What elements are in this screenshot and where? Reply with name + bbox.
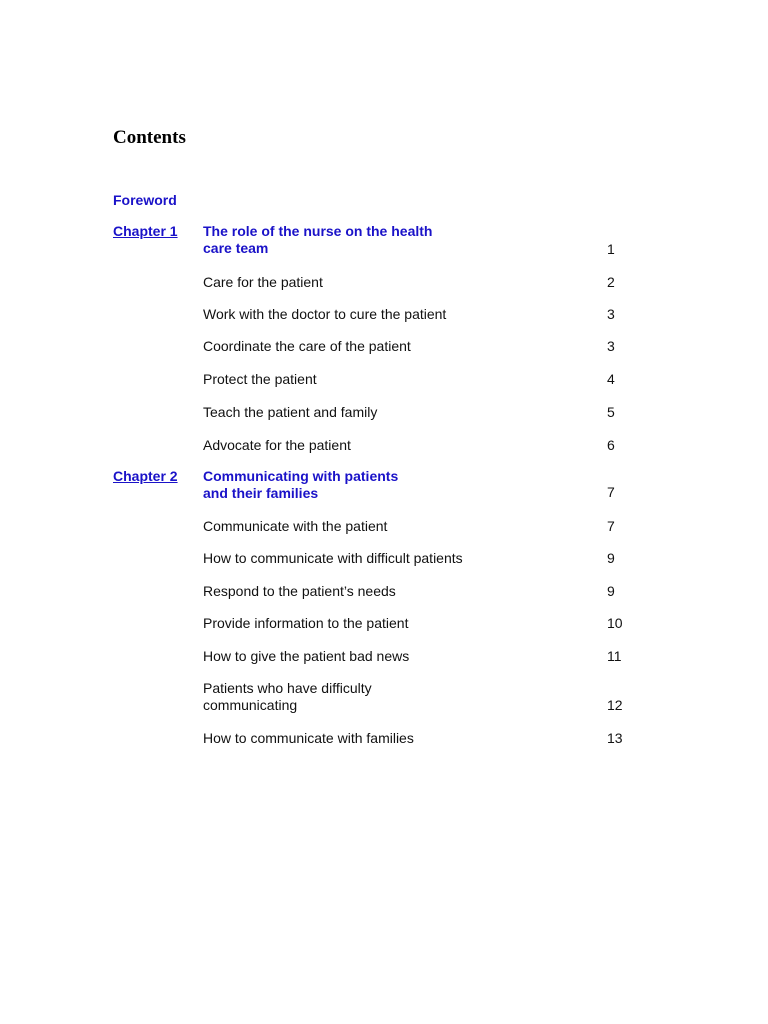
chapter-1-page-number: 1 <box>607 241 615 257</box>
toc-entry-page-number: 11 <box>607 648 622 664</box>
toc-entry: Protect the patient <box>203 371 317 387</box>
toc-entry-page-number: 4 <box>607 371 615 387</box>
chapter-1-title: The role of the nurse on the health care team <box>203 223 433 256</box>
toc-entry: How to communicate with families <box>203 730 414 746</box>
toc-entry: How to give the patient bad news <box>203 648 410 664</box>
foreword-link[interactable]: Foreword <box>113 192 177 208</box>
chapter-1-link[interactable]: Chapter 1 <box>113 223 178 239</box>
toc-entry: Coordinate the care of the patient <box>203 338 411 354</box>
toc-entry: Patients who have difficulty communicating <box>203 680 372 713</box>
toc-entry-page-number: 3 <box>607 338 615 354</box>
chapter-2-title: Communicating with patients and their families <box>203 468 399 501</box>
page-title: Contents <box>113 127 186 148</box>
toc-entry: Communicate with the patient <box>203 518 388 534</box>
toc-entry: Teach the patient and family <box>203 404 378 420</box>
chapter-2-link[interactable]: Chapter 2 <box>113 468 178 484</box>
toc-entry: How to communicate with difficult patients <box>203 550 463 566</box>
toc-entry: Care for the patient <box>203 274 323 290</box>
toc-entry-page-number: 2 <box>607 274 615 290</box>
toc-entry-page-number: 10 <box>607 615 623 631</box>
toc-entry: Respond to the patient’s needs <box>203 583 396 599</box>
toc-entry: Work with the doctor to cure the patient <box>203 306 447 322</box>
chapter-2-page-number: 7 <box>607 484 615 500</box>
toc-entry-page-number: 5 <box>607 404 615 420</box>
toc-entry-page-number: 13 <box>607 730 623 746</box>
toc-entry-page-number: 9 <box>607 550 615 566</box>
toc-entry-page-number: 3 <box>607 306 615 322</box>
toc-entry: Advocate for the patient <box>203 437 351 453</box>
toc-entry-page-number: 6 <box>607 437 615 453</box>
toc-entry-page-number: 9 <box>607 583 615 599</box>
toc-entry-page-number: 12 <box>607 697 623 713</box>
toc-entry-page-number: 7 <box>607 518 615 534</box>
toc-entry: Provide information to the patient <box>203 615 409 631</box>
